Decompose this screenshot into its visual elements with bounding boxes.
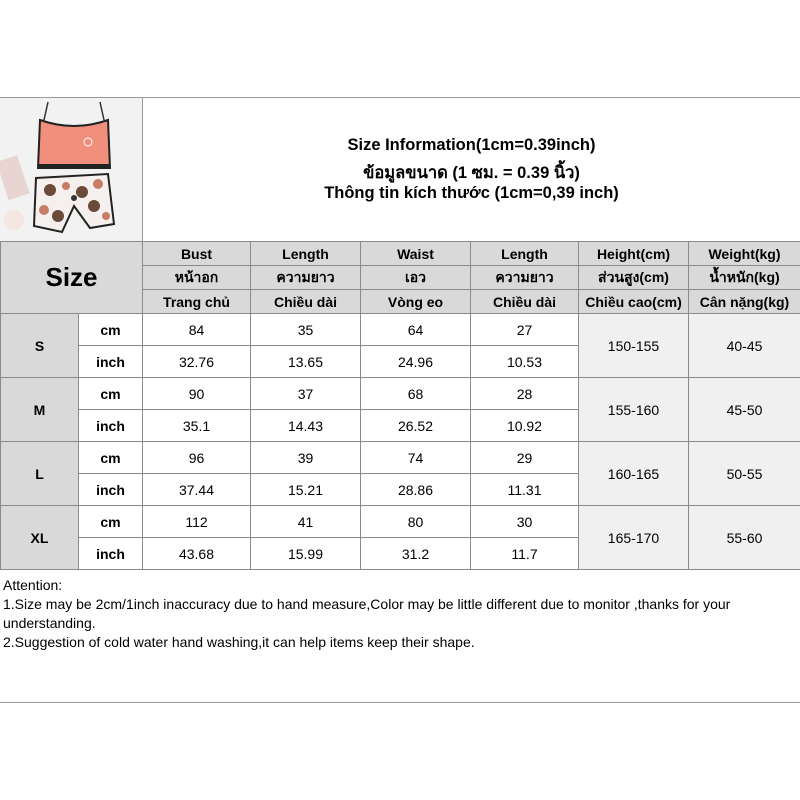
col-height-vi: Chiều cao(cm) <box>579 290 689 314</box>
cell: 41 <box>251 506 361 538</box>
height-range: 165-170 <box>579 506 689 570</box>
cell: 39 <box>251 442 361 474</box>
cell: 26.52 <box>361 410 471 442</box>
cell: 15.21 <box>251 474 361 506</box>
col-waist: Waist <box>361 242 471 266</box>
title-thai: ข้อมูลขนาด (1 ซม. = 0.39 นิ้ว) <box>363 164 580 182</box>
cell: 11.31 <box>471 474 579 506</box>
attention-notes <box>3 576 795 652</box>
cell: 30 <box>471 506 579 538</box>
title-banner <box>143 98 800 241</box>
size-label: XL <box>1 506 79 570</box>
col-height: Height(cm) <box>579 242 689 266</box>
cell: 11.7 <box>471 538 579 570</box>
cell: 14.43 <box>251 410 361 442</box>
unit-label: inch <box>79 410 143 442</box>
cell: 32.76 <box>143 346 251 378</box>
notes-heading: Attention: <box>3 577 63 593</box>
cell: 43.68 <box>143 538 251 570</box>
sheet-bottom-border <box>0 702 800 703</box>
cell: 37.44 <box>143 474 251 506</box>
col-length: Length <box>251 242 361 266</box>
cell: 29 <box>471 442 579 474</box>
weight-range: 55-60 <box>689 506 800 570</box>
cell: 96 <box>143 442 251 474</box>
col-bust-vi: Trang chủ <box>143 290 251 314</box>
size-label: M <box>1 378 79 442</box>
header-row-english <box>1 242 800 266</box>
col-weight-vi: Cân nặng(kg) <box>689 290 800 314</box>
cell: 10.53 <box>471 346 579 378</box>
unit-label: cm <box>79 314 143 346</box>
title-vietnamese: Thông tin kích thước (1cm=0,39 inch) <box>324 184 619 202</box>
weight-range: 45-50 <box>689 378 800 442</box>
unit-label: cm <box>79 442 143 474</box>
col-waist-vi: Vòng eo <box>361 290 471 314</box>
cell: 27 <box>471 314 579 346</box>
size-heading: Size <box>1 242 143 314</box>
col-weight: Weight(kg) <box>689 242 800 266</box>
cell: 31.2 <box>361 538 471 570</box>
table-row <box>1 506 800 538</box>
product-photo <box>0 98 143 241</box>
cell: 64 <box>361 314 471 346</box>
height-range: 150-155 <box>579 314 689 378</box>
table-row <box>1 378 800 410</box>
cell: 28 <box>471 378 579 410</box>
cell: 90 <box>143 378 251 410</box>
cell: 28.86 <box>361 474 471 506</box>
cell: 10.92 <box>471 410 579 442</box>
unit-label: cm <box>79 378 143 410</box>
col-weight-th: น้ำหนัก(kg) <box>689 266 800 290</box>
notes-item-1: 1.Size may be 2cm/1inch inaccuracy due to hand measure,Color may be little different due to monitor ,thanks for your understanding. <box>3 596 731 631</box>
unit-label: cm <box>79 506 143 538</box>
weight-range: 50-55 <box>689 442 800 506</box>
col-length-th: ความยาว <box>251 266 361 290</box>
cell: 35.1 <box>143 410 251 442</box>
cell: 112 <box>143 506 251 538</box>
col-height-th: ส่วนสูง(cm) <box>579 266 689 290</box>
col-bust: Bust <box>143 242 251 266</box>
size-chart <box>0 97 800 703</box>
cell: 35 <box>251 314 361 346</box>
size-table <box>0 241 800 570</box>
notes-item-2: 2.Suggestion of cold water hand washing,it can help items keep their shape. <box>3 634 475 650</box>
cell: 13.65 <box>251 346 361 378</box>
table-row <box>1 314 800 346</box>
unit-label: inch <box>79 346 143 378</box>
cell: 37 <box>251 378 361 410</box>
cell: 68 <box>361 378 471 410</box>
height-range: 160-165 <box>579 442 689 506</box>
col-length-2: Length <box>471 242 579 266</box>
weight-range: 40-45 <box>689 314 800 378</box>
col-bust-th: หน้าอก <box>143 266 251 290</box>
unit-label: inch <box>79 538 143 570</box>
cell: 74 <box>361 442 471 474</box>
cell: 84 <box>143 314 251 346</box>
col-length-vi: Chiều dài <box>251 290 361 314</box>
title-english: Size Information(1cm=0.39inch) <box>347 136 596 154</box>
cell: 24.96 <box>361 346 471 378</box>
cell: 80 <box>361 506 471 538</box>
size-label: S <box>1 314 79 378</box>
col-waist-th: เอว <box>361 266 471 290</box>
col-length-2-th: ความยาว <box>471 266 579 290</box>
size-label: L <box>1 442 79 506</box>
unit-label: inch <box>79 474 143 506</box>
pajama-set-icon <box>0 98 142 241</box>
height-range: 155-160 <box>579 378 689 442</box>
table-row <box>1 442 800 474</box>
col-length-2-vi: Chiều dài <box>471 290 579 314</box>
cell: 15.99 <box>251 538 361 570</box>
